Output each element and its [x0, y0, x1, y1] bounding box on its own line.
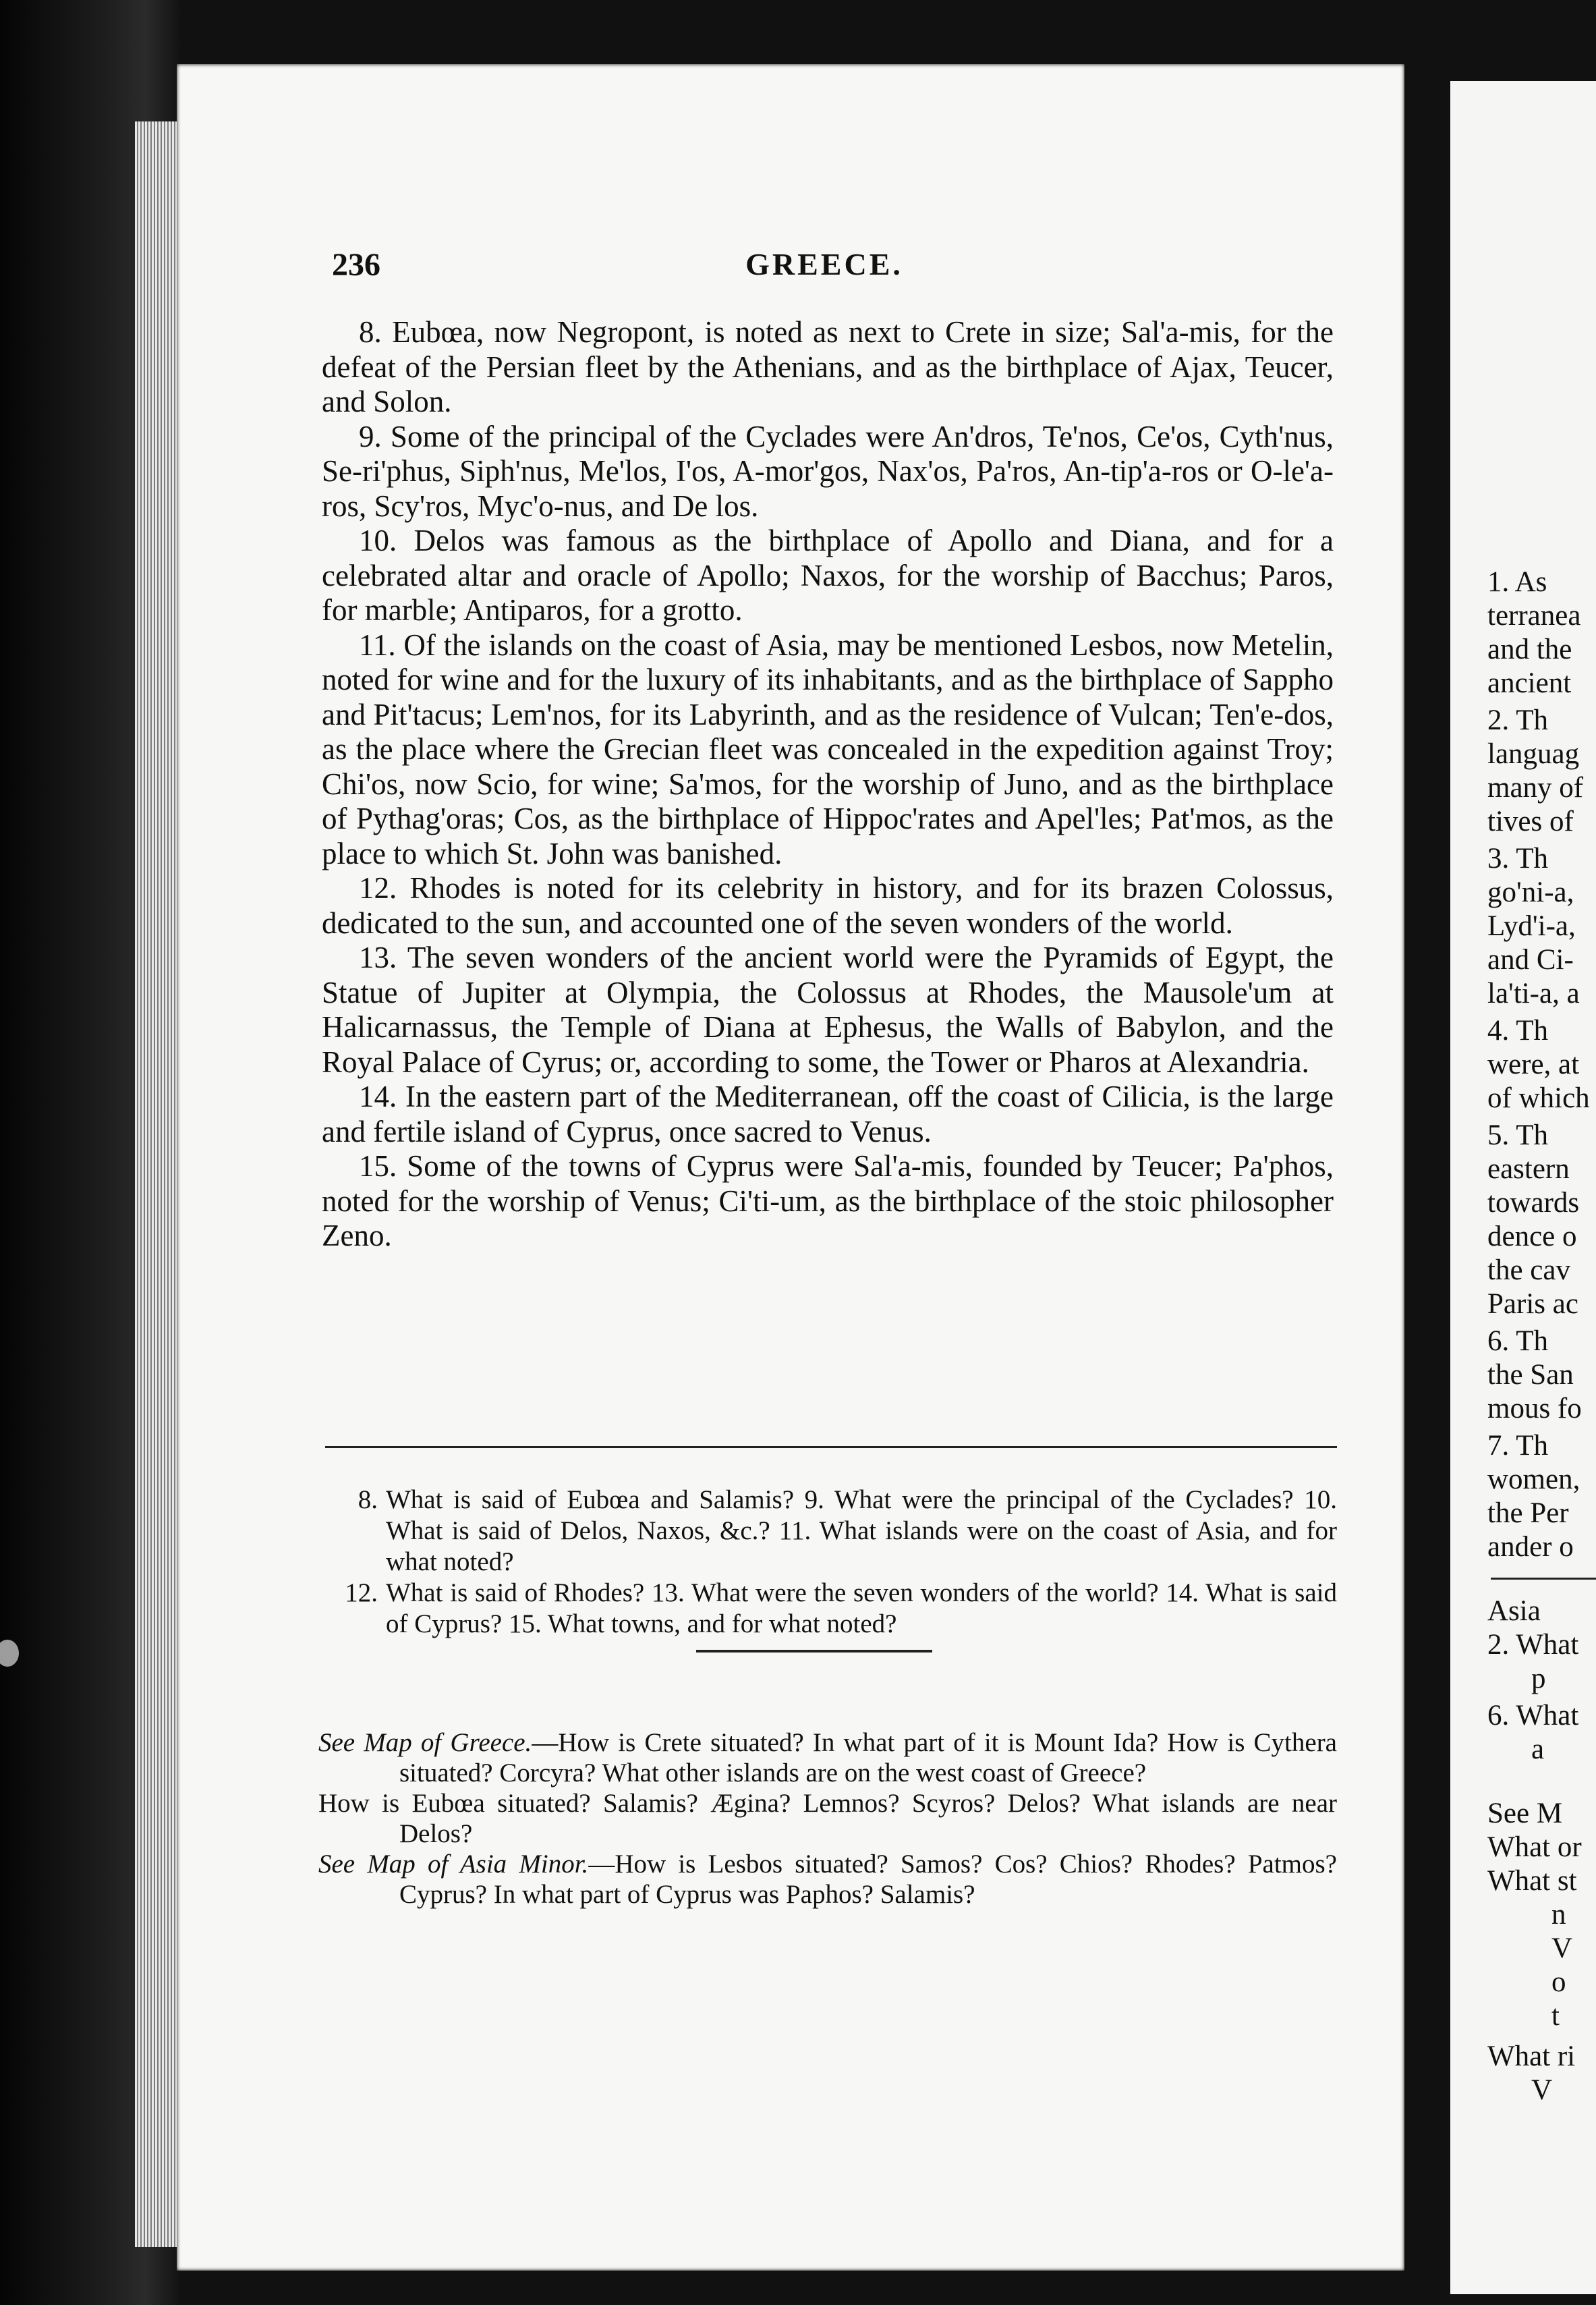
page-edges: [135, 121, 182, 2247]
question-block: [305, 1578, 1337, 1640]
right-page-line: What st: [1487, 1865, 1577, 1897]
map-question-text: —How is Crete situated? In what part of it is Mount Ida? How is Cythera situated? Corcyra? What other islands are on the west coast of Greece?: [399, 1728, 1337, 1787]
right-page-line: Lyd'i-a,: [1487, 910, 1576, 942]
map-reference: See Map of Greece.: [318, 1728, 532, 1757]
right-page-line: 6. Th: [1487, 1325, 1548, 1357]
right-page-line: the Per: [1487, 1497, 1569, 1529]
right-page-line: mous fo: [1487, 1393, 1582, 1424]
right-page-line: t: [1551, 2000, 1560, 2032]
right-page-line: p: [1531, 1663, 1546, 1694]
paragraph-11: 11. Of the islands on the coast of Asia, may be mentioned Lesbos, now Metelin, noted for wine and for the luxury of its inhabitants, and as the birthplace of Sappho and Pit'tacus; Lem'nos, for its Labyrinth, and as the residence of Vulcan; Ten'e-dos, as the place where the Grecian fleet was concealed in the expedition against Troy; Chi'os, now Scio, for wine; Sa'mos, for the worship of Juno, and as the birthplace of Pythag'oras; Cos, as the birthplace of Hippoc'rates and Apel'les; Pat'mos, as the place to which St. John was banished.: [322, 628, 1334, 870]
right-page-line: n: [1551, 1899, 1566, 1931]
right-page-line: 1. As: [1487, 566, 1547, 598]
map-question-text: How is Eubœa situated? Salamis? Ægina? Lemnos? Scyros? Delos? What islands are near Delos?: [318, 1789, 1337, 1848]
question-text: What is said of Eubœa and Salamis? 9. What were the principal of the Cyclades? 10. What is said of Delos, Naxos, &c.? 11. What islands were on the coast of Asia, and for what noted?: [386, 1485, 1337, 1576]
question-number: 12.: [345, 1578, 378, 1607]
right-page-line: and the: [1487, 634, 1572, 665]
running-head: GREECE.: [745, 247, 903, 281]
map-question: [305, 1849, 1337, 1910]
right-page-line: V: [1551, 1933, 1573, 1964]
main-text: [322, 315, 1334, 1254]
question-block: [305, 1484, 1337, 1578]
right-page-line: Paris ac: [1487, 1288, 1578, 1320]
right-page-line: were, at: [1487, 1049, 1580, 1080]
right-page-line: eastern: [1487, 1153, 1570, 1185]
right-page-line: 2. Th: [1487, 704, 1548, 736]
right-page-line: V: [1531, 2074, 1553, 2106]
right-page-line: go'ni-a,: [1487, 877, 1574, 908]
question-number: 8.: [358, 1485, 378, 1514]
right-page-line: tives of: [1487, 806, 1574, 837]
right-page-line: languag: [1487, 738, 1580, 770]
right-page-line: women,: [1487, 1464, 1580, 1495]
right-page-line: towards: [1487, 1187, 1580, 1219]
map-reference: See Map of Asia Minor.: [318, 1850, 589, 1879]
right-page-line: 2. What: [1487, 1629, 1579, 1661]
right-page-line: Asia: [1487, 1595, 1541, 1627]
right-page-line: 7. Th: [1487, 1430, 1548, 1462]
map-question: [305, 1727, 1337, 1788]
right-page-line: terranea: [1487, 600, 1581, 632]
right-page-line: What ri: [1487, 2040, 1576, 2072]
paragraph-10: 10. Delos was famous as the birthplace of Apollo and Diana, and for a celebrated altar and oracle of Apollo; Naxos, for the worship of Bacchus; Paros, for marble; Antiparos, for a grotto.: [322, 524, 1334, 627]
right-page-line: 3. Th: [1487, 843, 1548, 874]
right-page-line: and Ci-: [1487, 944, 1574, 976]
paragraph-9: 9. Some of the principal of the Cyclades were An'dros, Te'nos, Ce'os, Cyth'nus, Se-ri'phus, Siph'nus, Me'los, I'os, A-mor'gos, Nax'os, Pa'ros, An-tip'a-ros or O-le'a-ros, Scy'ros, Myc'o-nus, and De los.: [322, 419, 1334, 523]
right-page-line: ander o: [1487, 1531, 1574, 1563]
paragraph-13: 13. The seven wonders of the ancient world were the Pyramids of Egypt, the Statue of Jupiter at Olympia, the Colossus at Rhodes, the Mausole'um at Halicarnassus, the Temple of Diana at Ephesus, the Walls of Babylon, and the Royal Palace of Cyrus; or, according to some, the Tower or Pharos at Alexandria.: [322, 941, 1334, 1079]
right-page-line: dence o: [1487, 1221, 1577, 1252]
right-page-line: 4. Th: [1487, 1015, 1548, 1047]
right-page-line: o: [1551, 1966, 1566, 1998]
paragraph-14: 14. In the eastern part of the Mediterranean, off the coast of Cilicia, is the large and fertile island of Cyprus, once sacred to Venus.: [322, 1080, 1334, 1148]
right-page-line: See M: [1487, 1798, 1563, 1829]
right-page-rule: [1491, 1578, 1596, 1580]
page-header: [332, 246, 1317, 307]
right-page-line: 5. Th: [1487, 1119, 1548, 1151]
right-page-line: la'ti-a, a: [1487, 978, 1580, 1009]
review-questions: [305, 1484, 1337, 1640]
divider-rule: [325, 1446, 1337, 1448]
map-question: [305, 1788, 1337, 1849]
question-text: What is said of Rhodes? 13. What were the seven wonders of the world? 14. What is said of Cyprus? 15. What towns, and for what noted?: [386, 1578, 1337, 1638]
right-page-line: of which: [1487, 1082, 1590, 1114]
short-divider-rule: [696, 1650, 932, 1653]
paragraph-12: 12. Rhodes is noted for its celebrity in history, and for its brazen Colossus, dedicated to the sun, and accounted one of the seven wonders of the world.: [322, 871, 1334, 940]
right-page-line: a: [1531, 1733, 1545, 1765]
right-page-line: What or: [1487, 1831, 1582, 1863]
map-questions: [305, 1727, 1337, 1910]
right-page-line: ancient: [1487, 667, 1572, 699]
page-number: 236: [332, 247, 380, 283]
left-page: [177, 64, 1404, 2271]
map-question-text: —How is Lesbos situated? Samos? Cos? Chios? Rhodes? Patmos? Cyprus? In what part of Cyprus was Paphos? Salamis?: [399, 1850, 1337, 1909]
right-page-line: 6. What: [1487, 1700, 1579, 1731]
paragraph-8: 8. Eubœa, now Negropont, is noted as next to Crete in size; Sal'a-mis, for the defeat of the Persian fleet by the Athenians, and as the birthplace of Ajax, Teucer, and Solon.: [322, 315, 1334, 418]
paragraph-15: 15. Some of the towns of Cyprus were Sal'a-mis, founded by Teucer; Pa'phos, noted for the worship of Venus; Ci'ti-um, as the birthplace of the stoic philosopher Zeno.: [322, 1149, 1334, 1252]
right-page-line: many of: [1487, 772, 1584, 804]
right-page-line: the San: [1487, 1359, 1574, 1391]
right-page-line: the cav: [1487, 1254, 1570, 1286]
right-page-fragment: [1450, 81, 1596, 2294]
